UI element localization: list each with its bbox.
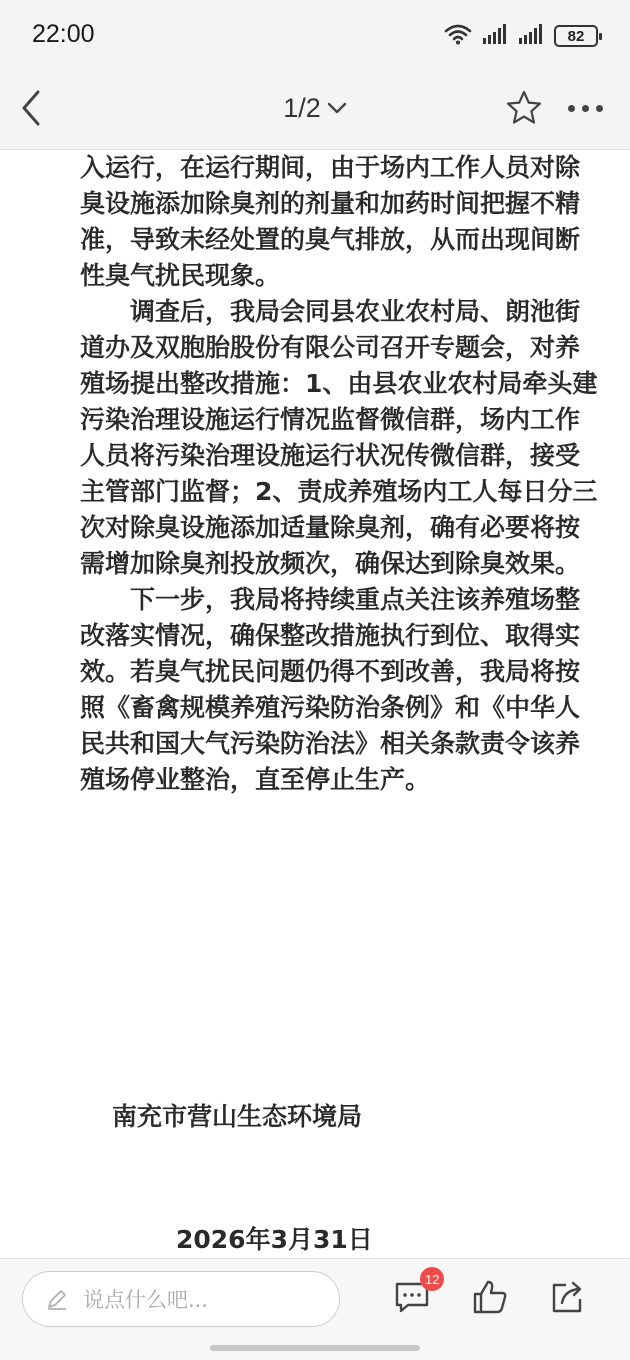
pencil-icon (45, 1287, 69, 1311)
like-button[interactable] (470, 1277, 510, 1317)
like-icon (470, 1277, 510, 1317)
status-bar (0, 0, 630, 68)
more-button[interactable] (568, 98, 616, 118)
comment-count-badge: 12 (420, 1267, 444, 1291)
page-indicator[interactable] (240, 88, 390, 128)
page-indicator-label: 1/2 (283, 92, 321, 123)
top-nav-bar (0, 68, 630, 150)
chevron-down-icon (327, 101, 347, 115)
battery-icon (554, 25, 598, 47)
battery-level: 82 (567, 27, 585, 45)
document-date: 2026年3月31日 (176, 1225, 373, 1254)
share-icon (548, 1277, 588, 1317)
home-indicator[interactable] (210, 1345, 420, 1351)
back-button[interactable] (14, 86, 54, 130)
signal-icon (482, 24, 508, 48)
wifi-icon (444, 23, 472, 49)
document-body (80, 150, 600, 798)
comment-input[interactable] (22, 1271, 340, 1327)
comment-placeholder: 说点什么吧... (83, 1288, 209, 1312)
paragraph: 调查后，我局会同县农业农村局、朗池街道办及双胞胎股份有限公司召开专题会，对养殖场提出整改措施：1、由县农业农村局牵头建污染治理设施运行情况监督微信群，场内工作人员将污染治理设施运行状况传微信群，接受主管部门监督；2、责成养殖场内工人每日分三次对除臭设施添加适量除臭剂，确有必要将按需增加除臭剂投放频次，确保达到除臭效果。 (80, 297, 598, 578)
document-signature: 南充市营山生态环境局 (112, 1102, 363, 1131)
more-icon (596, 105, 603, 112)
signal-icon (518, 24, 544, 48)
bottom-action-bar (0, 1258, 630, 1360)
more-icon (582, 105, 589, 112)
status-icons (444, 22, 598, 50)
more-icon (568, 105, 575, 112)
back-icon (14, 86, 54, 130)
favorite-button[interactable] (504, 88, 544, 128)
status-time: 22:00 (32, 20, 95, 48)
comments-button[interactable] (392, 1271, 440, 1321)
paragraph: 入运行，在运行期间，由于场内工作人员对除臭设施添加除臭剂的剂量和加药时间把握不精准，导致未经处置的臭气排放，从而出现间断性臭气扰民现象。 (80, 153, 581, 290)
share-button[interactable] (548, 1277, 588, 1317)
star-icon (504, 88, 544, 128)
paragraph: 下一步，我局将持续重点关注该养殖场整改落实情况，确保整改措施执行到位、取得实效。若臭气扰民问题仍得不到改善，我局将按照《畜禽规模养殖污染防治条例》和《中华人民共和国大气污染防治法》相关条款责令该养殖场停业整治，直至停止生产。 (80, 585, 581, 794)
